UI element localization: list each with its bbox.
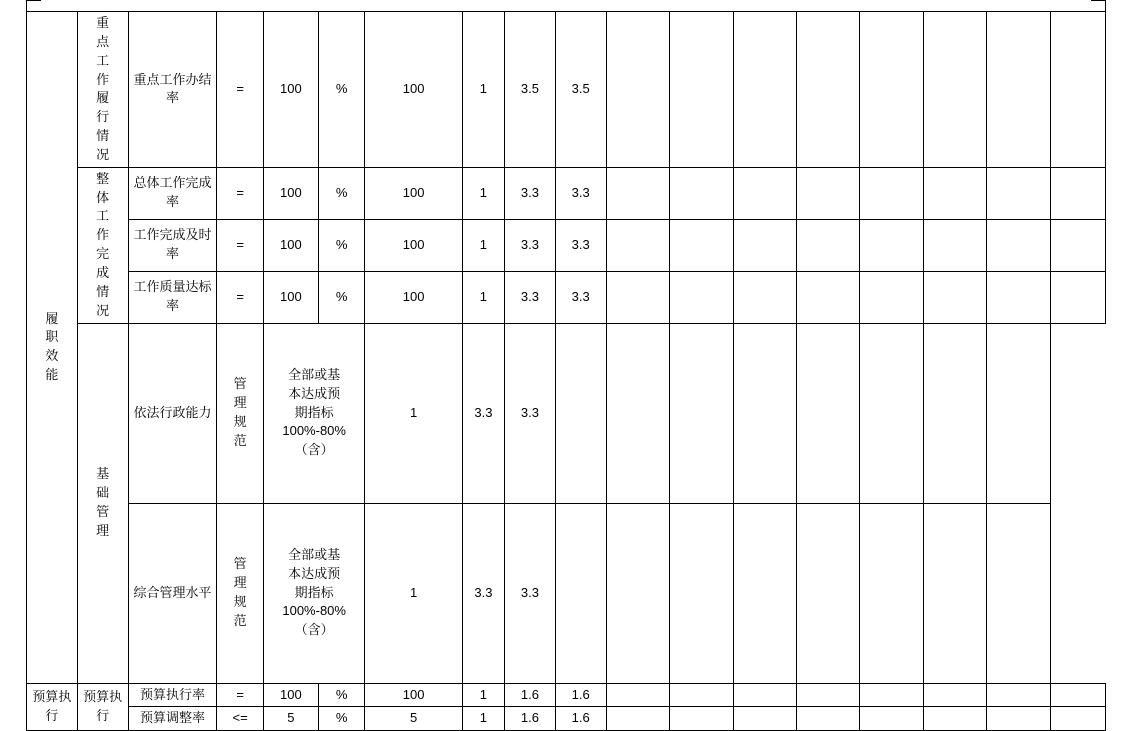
cell-level3: 总体工作完成率 xyxy=(128,167,217,219)
cell-blank xyxy=(987,323,1050,503)
cell-score1: 3.3 xyxy=(505,271,556,323)
cell-blank xyxy=(670,167,733,219)
cell-score2: 3.3 xyxy=(505,323,556,503)
cell-score1: 1.6 xyxy=(505,707,556,731)
cell-score2: 3.3 xyxy=(505,503,556,683)
cell-blank xyxy=(987,12,1050,168)
table-row xyxy=(27,167,1106,219)
cell-blank xyxy=(923,219,986,271)
cell-blank xyxy=(670,683,733,707)
table-row xyxy=(27,219,1106,271)
cell-blank xyxy=(860,323,923,503)
cell-blank xyxy=(1050,707,1105,731)
cell-level3: 预算调整率 xyxy=(128,707,217,731)
cell-blank xyxy=(670,271,733,323)
cell-blank xyxy=(733,219,796,271)
cell-symbol: = xyxy=(217,271,264,323)
cell-blank xyxy=(987,219,1050,271)
table-row xyxy=(27,271,1106,323)
cell-blank xyxy=(606,167,669,219)
cell-blank xyxy=(923,683,986,707)
cell-blank xyxy=(797,323,860,503)
cell-standard: 100 xyxy=(365,219,462,271)
cell-symbol: = xyxy=(217,219,264,271)
cell-level3: 综合管理水平 xyxy=(128,503,217,683)
cell-weight: 1 xyxy=(462,683,504,707)
standard-line-3: 期指标 xyxy=(294,404,334,420)
cell-blank xyxy=(606,503,669,683)
cell-weight: 1 xyxy=(462,271,504,323)
table-row xyxy=(27,683,1106,707)
cell-blank xyxy=(733,167,796,219)
cell-standard: 100 xyxy=(365,683,462,707)
cell-score1: 3.3 xyxy=(505,219,556,271)
cell-score1: 3.3 xyxy=(462,323,504,503)
cell-level3: 工作质量达标率 xyxy=(128,271,217,323)
cell-blank xyxy=(733,12,796,168)
cell-blank xyxy=(797,503,860,683)
cell-value-management-standard: 管理规范 xyxy=(217,323,264,503)
cell-unit: % xyxy=(318,271,365,323)
cell-blank xyxy=(606,271,669,323)
cell-standard: 5 xyxy=(365,707,462,731)
cell-standard-multiline xyxy=(263,503,365,683)
cell-blank xyxy=(797,219,860,271)
cell-blank xyxy=(606,707,669,731)
cell-blank xyxy=(733,271,796,323)
performance-indicator-table xyxy=(26,11,1106,731)
standard-line-1: 全部或基 xyxy=(288,546,341,562)
cell-blank xyxy=(860,271,923,323)
cell-score2: 3.5 xyxy=(555,12,606,168)
cell-blank xyxy=(860,12,923,168)
cell-blank xyxy=(733,323,796,503)
table-row xyxy=(27,707,1106,731)
cell-level3: 预算执行率 xyxy=(128,683,217,707)
cell-symbol: <= xyxy=(217,707,264,731)
cell-level3: 重点工作办结率 xyxy=(128,12,217,168)
cell-level1-budget-execution: 预算执行 xyxy=(27,683,78,731)
cell-blank xyxy=(797,683,860,707)
cell-weight: 1 xyxy=(462,219,504,271)
cell-blank xyxy=(670,323,733,503)
cell-weight: 1 xyxy=(462,167,504,219)
cell-blank xyxy=(860,707,923,731)
cell-unit: % xyxy=(318,683,365,707)
cell-standard: 100 xyxy=(365,271,462,323)
cell-blank xyxy=(987,503,1050,683)
cell-weight: 1 xyxy=(462,12,504,168)
cell-blank xyxy=(606,12,669,168)
cell-unit: % xyxy=(318,707,365,731)
cell-blank xyxy=(797,167,860,219)
cell-blank xyxy=(1050,167,1105,219)
cell-symbol: = xyxy=(217,12,264,168)
cell-blank xyxy=(670,219,733,271)
table-row xyxy=(27,12,1106,168)
cell-blank xyxy=(987,167,1050,219)
cell-blank xyxy=(923,12,986,168)
cell-blank xyxy=(797,12,860,168)
cell-symbol: = xyxy=(217,683,264,707)
cell-blank xyxy=(860,683,923,707)
cell-score1: 3.3 xyxy=(462,503,504,683)
cell-blank xyxy=(606,323,669,503)
cell-weight: 1 xyxy=(365,323,462,503)
cell-unit: % xyxy=(318,219,365,271)
cell-score2: 1.6 xyxy=(555,707,606,731)
cell-blank xyxy=(797,271,860,323)
table-row xyxy=(27,323,1106,503)
cell-weight: 1 xyxy=(462,707,504,731)
cell-value: 100 xyxy=(263,271,318,323)
standard-line-4: 100%-80% xyxy=(282,603,346,619)
cell-blank xyxy=(1050,271,1105,323)
standard-line-5: （含） xyxy=(294,442,334,458)
cell-level1-lvxiao: 履职效能 xyxy=(27,12,78,684)
cell-blank xyxy=(987,707,1050,731)
cell-blank xyxy=(555,503,606,683)
cell-blank xyxy=(860,503,923,683)
cell-standard: 100 xyxy=(365,12,462,168)
cell-score2: 3.3 xyxy=(555,219,606,271)
cell-level2-basic-management: 基础管理 xyxy=(77,323,128,683)
cell-score2: 3.3 xyxy=(555,271,606,323)
cell-unit: % xyxy=(318,12,365,168)
cell-score1: 1.6 xyxy=(505,683,556,707)
cell-value-management-standard: 管理规范 xyxy=(217,503,264,683)
cell-value: 100 xyxy=(263,219,318,271)
cell-blank xyxy=(606,219,669,271)
cell-weight: 1 xyxy=(365,503,462,683)
cell-blank xyxy=(860,167,923,219)
cell-blank xyxy=(860,219,923,271)
cell-level3: 依法行政能力 xyxy=(128,323,217,503)
cell-blank xyxy=(670,12,733,168)
cell-value: 5 xyxy=(263,707,318,731)
cell-symbol: = xyxy=(217,167,264,219)
cell-level2-budget-execution: 预算执行 xyxy=(77,683,128,731)
cell-blank xyxy=(733,707,796,731)
cell-blank xyxy=(1050,219,1105,271)
standard-line-2: 本达成预 xyxy=(288,565,341,581)
cell-score1: 3.5 xyxy=(505,12,556,168)
cell-value: 100 xyxy=(263,12,318,168)
cell-blank xyxy=(1050,683,1105,707)
standard-line-3: 期指标 xyxy=(294,584,334,600)
cell-score2: 1.6 xyxy=(555,683,606,707)
cell-blank xyxy=(670,707,733,731)
cell-blank xyxy=(733,683,796,707)
cell-blank xyxy=(670,503,733,683)
cell-level2-key-work: 重点工作履行情况 xyxy=(77,12,128,168)
cell-blank xyxy=(923,167,986,219)
cell-blank xyxy=(923,323,986,503)
cell-score1: 3.3 xyxy=(505,167,556,219)
cell-value: 100 xyxy=(263,683,318,707)
cell-value: 100 xyxy=(263,167,318,219)
cell-score2: 3.3 xyxy=(555,167,606,219)
cell-blank xyxy=(555,323,606,503)
cell-blank xyxy=(606,683,669,707)
cell-blank xyxy=(1050,12,1105,168)
cell-blank xyxy=(923,503,986,683)
cell-standard: 100 xyxy=(365,167,462,219)
cell-blank xyxy=(797,707,860,731)
standard-line-4: 100%-80% xyxy=(282,423,346,439)
cell-blank xyxy=(923,271,986,323)
cell-blank xyxy=(733,503,796,683)
cell-blank xyxy=(923,707,986,731)
cell-blank xyxy=(987,683,1050,707)
standard-line-5: （含） xyxy=(294,622,334,638)
cell-standard-multiline xyxy=(263,323,365,503)
table-row xyxy=(27,503,1106,683)
cell-unit: % xyxy=(318,167,365,219)
cell-level3: 工作完成及时率 xyxy=(128,219,217,271)
cell-level2-overall-work: 整体工作完成情况 xyxy=(77,167,128,323)
standard-line-2: 本达成预 xyxy=(288,385,341,401)
cell-blank xyxy=(987,271,1050,323)
standard-line-1: 全部或基 xyxy=(288,366,341,382)
